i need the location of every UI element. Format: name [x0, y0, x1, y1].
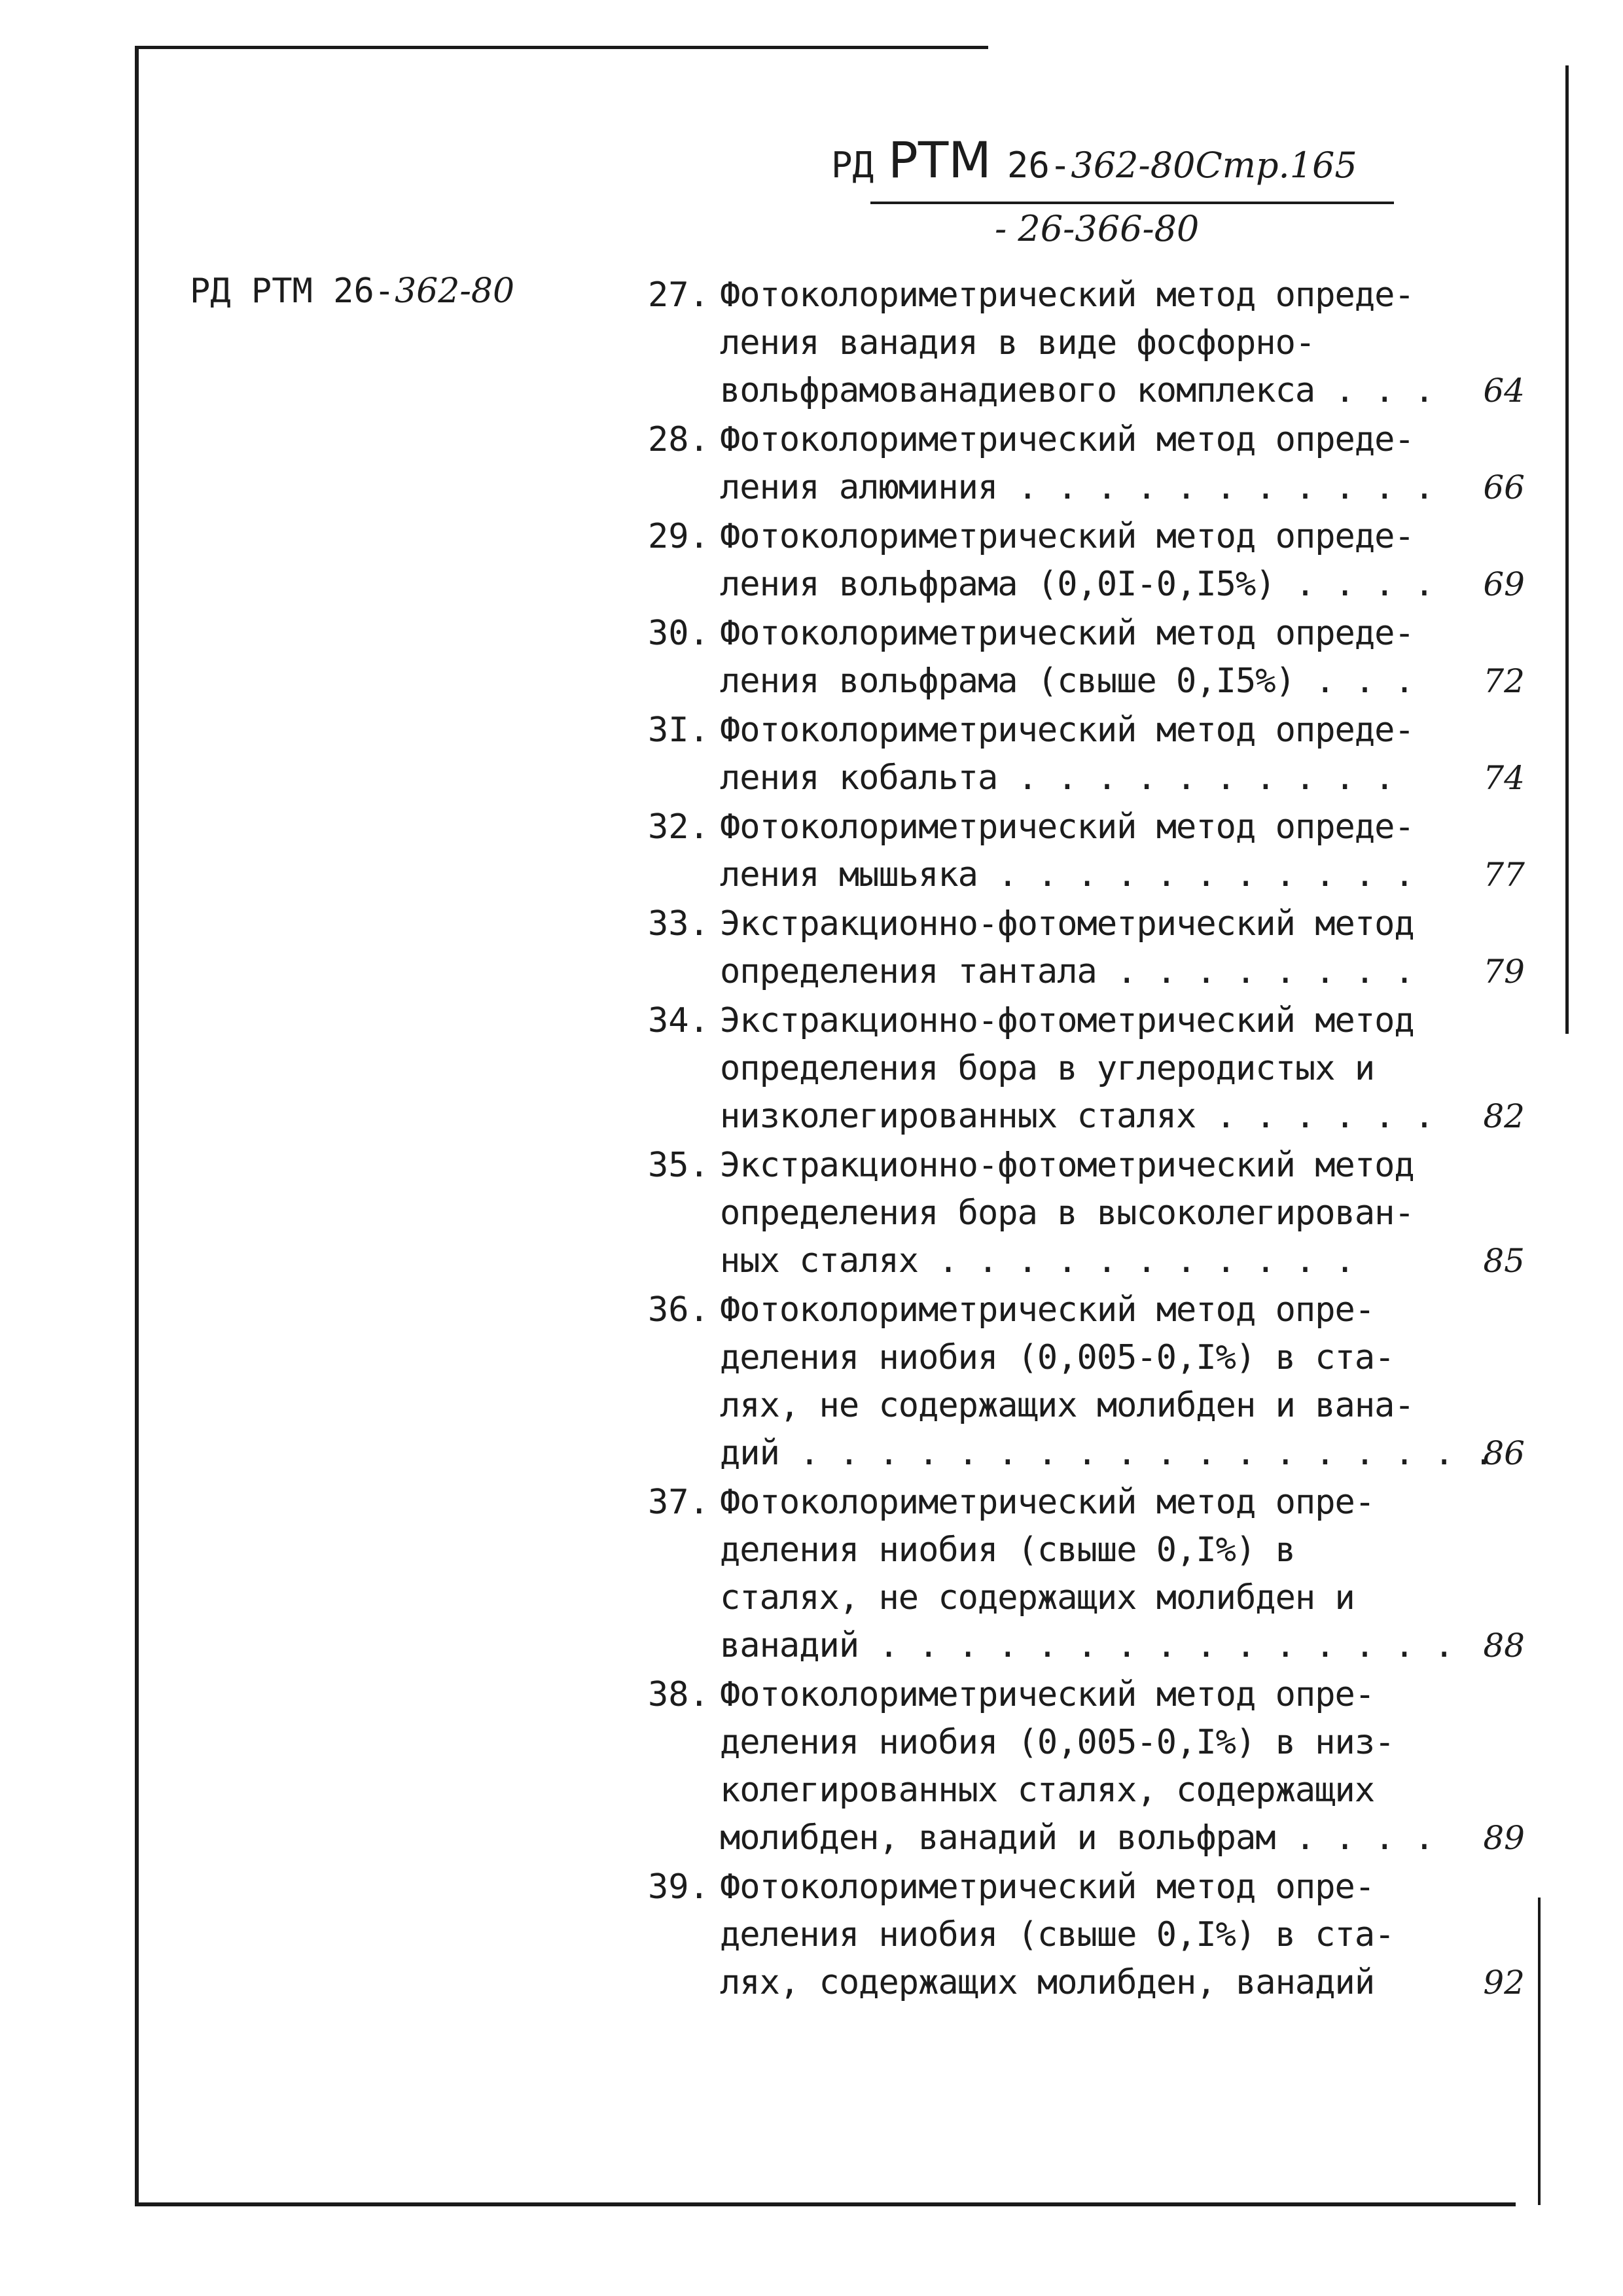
toc-entry-line: ных сталях . . . . . . . . . . .: [720, 1241, 1355, 1280]
header-rtm: РТМ: [888, 131, 991, 189]
toc-entry-page-number: 72: [1483, 662, 1525, 700]
toc-entry-line: Фотоколориметрический метод опре-: [720, 1290, 1375, 1330]
toc-entry-line: ления кобальта . . . . . . . . . .: [720, 758, 1395, 798]
toc-entry-line: ления алюминия . . . . . . . . . . .: [720, 468, 1435, 507]
frame-bottom-border: [135, 2202, 1516, 2206]
toc-entry-number: 29.: [648, 517, 709, 556]
toc-entry-line: ления вольфрама (свыше 0,I5%) . . .: [720, 662, 1414, 701]
toc-entry-number: 38.: [648, 1675, 709, 1714]
toc-entry-number: 32.: [648, 807, 709, 847]
toc-entry-line: молибден, ванадий и вольфрам . . . .: [720, 1818, 1435, 1858]
toc-entry-number: 28.: [648, 420, 709, 459]
toc-entry: [648, 707, 1538, 802]
toc-entry-page-number: 77: [1483, 856, 1525, 894]
toc-entry-line: ления мышьяка . . . . . . . . . . .: [720, 855, 1414, 894]
toc-entry-line: Фотоколориметрический метод опре-: [720, 1483, 1375, 1522]
toc-entry-page-number: 89: [1483, 1819, 1525, 1857]
toc-entry-line: деления ниобия (0,005-0,I%) в низ-: [720, 1723, 1395, 1762]
toc-entry-line: деления ниобия (0,005-0,I%) в ста-: [720, 1338, 1395, 1377]
header-underline: [870, 202, 1394, 204]
toc-entry-page-number: 88: [1483, 1627, 1525, 1665]
toc-entry-number: 30.: [648, 614, 709, 653]
toc-entry: [648, 1479, 1538, 1670]
toc-entry-line: определения бора в углеродистых и: [720, 1049, 1375, 1088]
header-number: 26-: [1007, 145, 1071, 186]
toc-entry-number: 34.: [648, 1001, 709, 1040]
toc-entry-line: определения тантала . . . . . . . .: [720, 952, 1414, 991]
toc-entry-line: колегированных сталях, содержащих: [720, 1771, 1375, 1810]
toc-entry-number: 27.: [648, 275, 709, 315]
toc-entry-line: Фотоколориметрический метод опреде-: [720, 517, 1414, 556]
toc-entry-line: Фотоколориметрический метод опреде-: [720, 420, 1414, 459]
toc-entry-line: Экстракционно-фотометрический метод: [720, 1001, 1414, 1040]
toc-entry-page-number: 85: [1483, 1242, 1525, 1280]
table-of-contents: [648, 272, 1538, 2008]
frame-right-border-lower: [1538, 1898, 1541, 2205]
toc-entry: [648, 513, 1538, 609]
toc-entry-line: лях, не содержащих молибден и вана-: [720, 1386, 1414, 1425]
toc-entry-line: деления ниобия (свыше 0,I%) в ста-: [720, 1915, 1395, 1954]
toc-entry-line: Фотоколориметрический метод опре-: [720, 1867, 1375, 1907]
toc-entry-line: лях, содержащих молибден, ванадий: [720, 1963, 1375, 2002]
header-line: [831, 131, 1357, 189]
toc-entry: [648, 272, 1538, 415]
toc-entry-line: низколегированных сталях . . . . . .: [720, 1097, 1435, 1136]
toc-entry-line: Фотоколориметрический метод опреде-: [720, 807, 1414, 847]
left-document-code: [190, 272, 514, 311]
toc-entry-page-number: 64: [1483, 372, 1525, 410]
toc-entry-line: сталях, не содержащих молибден и: [720, 1578, 1355, 1617]
toc-entry-line: Экстракционно-фотометрический метод: [720, 904, 1414, 944]
frame-right-border: [1565, 65, 1569, 1034]
toc-entry-line: деления ниобия (свыше 0,I%) в: [720, 1530, 1295, 1570]
toc-entry-line: ления ванадия в виде фосфорно-: [720, 323, 1315, 362]
toc-entry: [648, 900, 1538, 996]
toc-entry: [648, 1286, 1538, 1477]
toc-entry: [648, 1142, 1538, 1285]
toc-entry: [648, 997, 1538, 1140]
toc-entry-line: Экстракционно-фотометрический метод: [720, 1146, 1414, 1185]
toc-entry-number: 33.: [648, 904, 709, 944]
toc-entry-line: определения бора в высоколегирован-: [720, 1193, 1414, 1233]
toc-entry-page-number: 86: [1483, 1434, 1525, 1472]
toc-entry-number: 37.: [648, 1483, 709, 1522]
frame-left-border: [135, 46, 139, 2205]
toc-entry-line: Фотоколориметрический метод опреде-: [720, 711, 1414, 750]
toc-entry-line: Фотоколориметрический метод опреде-: [720, 275, 1414, 315]
toc-entry-line: Фотоколориметрический метод опре-: [720, 1675, 1375, 1714]
toc-entry-page-number: 82: [1483, 1097, 1525, 1135]
frame-top-border: [137, 46, 988, 49]
toc-entry-page-number: 79: [1483, 953, 1525, 991]
header-handwritten-code: 362-80: [1071, 145, 1196, 186]
toc-entry-page-number: 92: [1483, 1964, 1525, 2002]
toc-entry: [648, 1863, 1538, 2007]
left-code-printed: РД РТМ 26-: [190, 272, 395, 311]
toc-entry-line: вольфрамованадиевого комплекса . . .: [720, 371, 1435, 410]
page-header: [831, 131, 1420, 262]
toc-entry-page-number: 74: [1483, 759, 1525, 797]
toc-entry-line: дий . . . . . . . . . . . . . . . . . .: [720, 1434, 1493, 1473]
toc-entry-line: ванадий . . . . . . . . . . . . . . .: [720, 1626, 1454, 1665]
toc-entry: [648, 1671, 1538, 1862]
toc-entry: [648, 416, 1538, 512]
header-page-label: Стр.165: [1195, 145, 1357, 186]
left-code-handwritten: 362-80: [395, 272, 515, 311]
toc-entry-number: 39.: [648, 1867, 709, 1907]
toc-entry-line: ления вольфрама (0,0I-0,I5%) . . . .: [720, 565, 1435, 604]
toc-entry-line: Фотоколориметрический метод опреде-: [720, 614, 1414, 653]
header-second-code: - 26-366-80: [995, 208, 1200, 249]
toc-entry-page-number: 69: [1483, 565, 1525, 603]
toc-entry-number: 35.: [648, 1146, 709, 1185]
toc-entry: [648, 610, 1538, 705]
toc-entry-number: 3I.: [648, 711, 709, 750]
header-prefix: РД: [831, 145, 874, 186]
toc-entry-number: 36.: [648, 1290, 709, 1330]
toc-entry-page-number: 66: [1483, 468, 1525, 506]
toc-entry: [648, 804, 1538, 899]
